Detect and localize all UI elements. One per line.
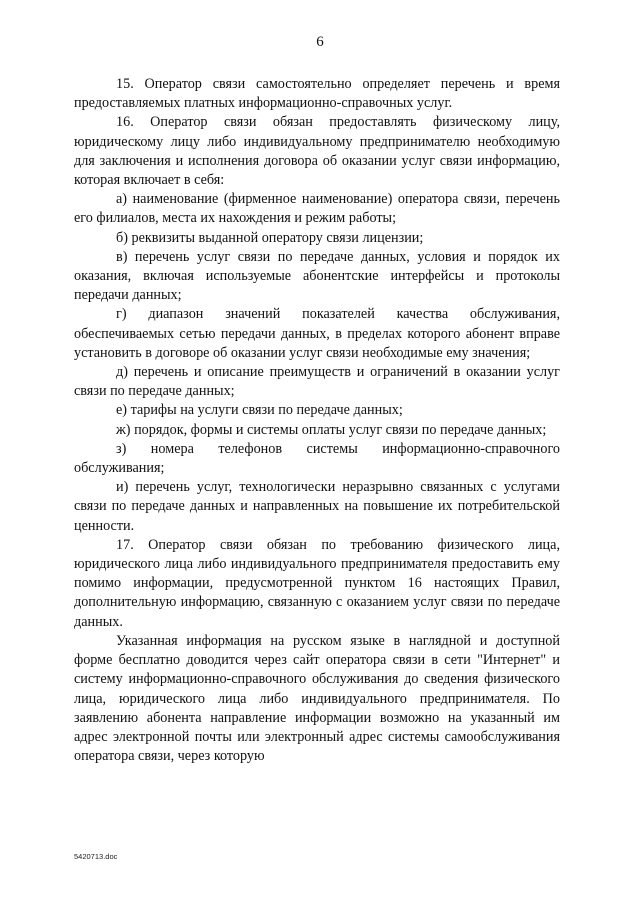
- paragraph-16: 16. Оператор связи обязан предоставлять физическому лицу, юридическому лицу либо индивидуальному предпринимателю необходимую для заключения и исполнения договора об оказании услуг связи информацию, которая включает в себя:: [74, 114, 560, 189]
- list-item-b: б) реквизиты выданной оператору связи лицензии;: [116, 229, 424, 246]
- document-body: [74, 75, 560, 766]
- list-item-d: д) перечень и описание преимуществ и ограничений в оказании услуг связи по передаче данных;: [74, 364, 560, 400]
- paragraph-15: 15. Оператор связи самостоятельно определяет перечень и время предоставляемых платных информационно-справочных услуг.: [74, 76, 560, 112]
- page-number: 6: [316, 34, 324, 50]
- list-item-z: з) номера телефонов системы информационно-справочного обслуживания;: [74, 440, 560, 477]
- paragraph-17-continuation: Указанная информация на русском языке в наглядной и доступной форме бесплатно доводится через сайт оператора связи в сети "Интернет" и систему информационно-справочного обслуживания до сведения физического лица, юридического лица либо индивидуального предпринимателя. По заявлению абонента направление информации возможно на указанный им адрес электронной почты или электронный адрес системы самообслуживания оператора связи, через которую: [74, 632, 560, 765]
- list-item-e: е) тарифы на услуги связи по передаче данных;: [116, 402, 403, 419]
- list-item-v: в) перечень услуг связи по передаче данных, условия и порядок их оказания, включая используемые абонентские интерфейсы и протоколы передачи данных;: [74, 248, 560, 304]
- list-item-zh: ж) порядок, формы и системы оплаты услуг связи по передаче данных;: [116, 421, 547, 438]
- paragraph-17: 17. Оператор связи обязан по требованию физического лица, юридического лица либо индивидуального предпринимателя предоставить ему помимо информации, предусмотренной пунктом 16 настоящих Правил, дополнительную информацию, связанную с оказанием услуг связи по передаче данных.: [74, 536, 560, 630]
- list-item-g: г) диапазон значений показателей качества обслуживания, обеспечиваемых сетью передачи данных, в пределах которого абонент вправе установить в договоре об оказании услуг связи необходимые ему значения;: [74, 306, 560, 361]
- list-item-i: и) перечень услуг, технологически неразрывно связанных с услугами связи по передаче данных и направленных на повышение их потребительской ценности.: [74, 479, 560, 534]
- list-item-a: а) наименование (фирменное наименование) оператора связи, перечень его филиалов, места их нахождения и режим работы;: [74, 191, 560, 227]
- file-name-footer: 5420713.doc: [74, 852, 118, 861]
